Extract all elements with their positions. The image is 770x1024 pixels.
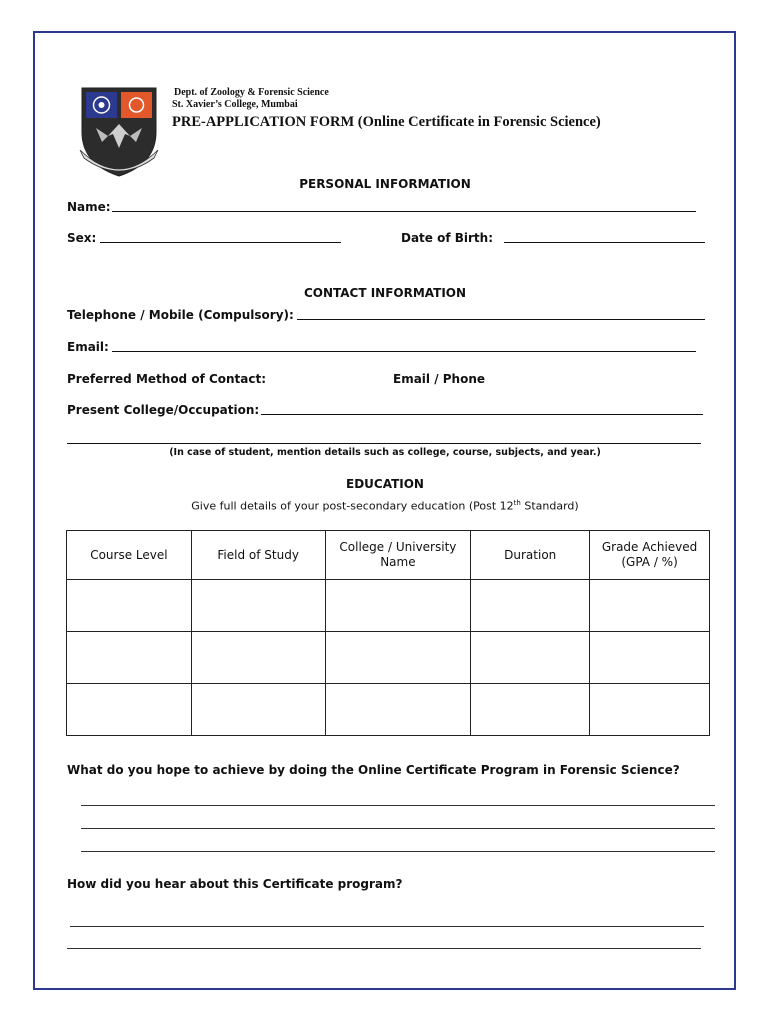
answer-heard-line-2[interactable]: [67, 948, 701, 949]
answer-heard-line-1[interactable]: [70, 926, 704, 927]
email-label: Email:: [67, 340, 109, 354]
answer-hope-line-1[interactable]: [81, 805, 715, 806]
name-label: Name:: [67, 200, 111, 214]
education-instruction: Give full details of your post-secondary education (Post 12th Standard): [191, 499, 579, 513]
table-cell[interactable]: [67, 580, 192, 632]
table-cell[interactable]: [471, 684, 590, 736]
email-field[interactable]: [112, 351, 696, 352]
sex-label: Sex:: [67, 231, 97, 245]
form-title: PRE-APPLICATION FORM (Online Certificate in Forensic Science): [172, 114, 601, 130]
col-field-of-study: Field of Study: [191, 531, 325, 580]
occupation-label: Present College/Occupation:: [67, 403, 260, 417]
col-course-level: Course Level: [67, 531, 192, 580]
table-row: [67, 632, 710, 684]
contact-info-heading: CONTACT INFORMATION: [303, 286, 467, 300]
sex-field[interactable]: [100, 242, 341, 243]
occupation-field-line-2[interactable]: [67, 443, 701, 444]
occupation-field[interactable]: [261, 414, 703, 415]
table-cell[interactable]: [590, 580, 710, 632]
dob-field[interactable]: [504, 242, 705, 243]
answer-hope-line-3[interactable]: [81, 851, 715, 852]
occupation-note: (In case of student, mention details such as college, course, subjects, and year.): [169, 447, 601, 458]
education-heading: EDUCATION: [346, 477, 424, 491]
education-table: [66, 530, 710, 736]
col-college-name: College / University Name: [325, 531, 471, 580]
table-row: [67, 580, 710, 632]
name-field[interactable]: [112, 211, 696, 212]
col-duration: Duration: [471, 531, 590, 580]
table-cell[interactable]: [191, 580, 325, 632]
question-hope: What do you hope to achieve by doing the Online Certificate Program in Forensic Science?: [67, 763, 680, 777]
college-name: St. Xavier’s College, Mumbai: [172, 99, 298, 110]
table-cell[interactable]: [191, 684, 325, 736]
college-crest-icon: [78, 84, 160, 178]
personal-info-heading: PERSONAL INFORMATION: [299, 177, 471, 191]
phone-label: Telephone / Mobile (Compulsory):: [67, 308, 294, 322]
table-cell[interactable]: [471, 580, 590, 632]
question-heard: How did you hear about this Certificate program?: [67, 877, 403, 891]
col-grade: Grade Achieved (GPA / %): [590, 531, 710, 580]
answer-hope-line-2[interactable]: [81, 828, 715, 829]
preferred-contact-label: Preferred Method of Contact:: [67, 372, 267, 386]
preferred-contact-options[interactable]: Email / Phone: [393, 372, 486, 386]
phone-field[interactable]: [297, 319, 705, 320]
department-name: Dept. of Zoology & Forensic Science: [174, 87, 329, 98]
table-cell[interactable]: [67, 632, 192, 684]
table-cell[interactable]: [590, 684, 710, 736]
table-cell[interactable]: [471, 632, 590, 684]
table-row: [67, 684, 710, 736]
dob-label: Date of Birth:: [401, 231, 494, 245]
table-cell[interactable]: [325, 684, 471, 736]
table-cell[interactable]: [325, 580, 471, 632]
table-cell[interactable]: [590, 632, 710, 684]
table-cell[interactable]: [191, 632, 325, 684]
table-cell[interactable]: [67, 684, 192, 736]
table-header-row: [67, 531, 710, 580]
table-cell[interactable]: [325, 632, 471, 684]
